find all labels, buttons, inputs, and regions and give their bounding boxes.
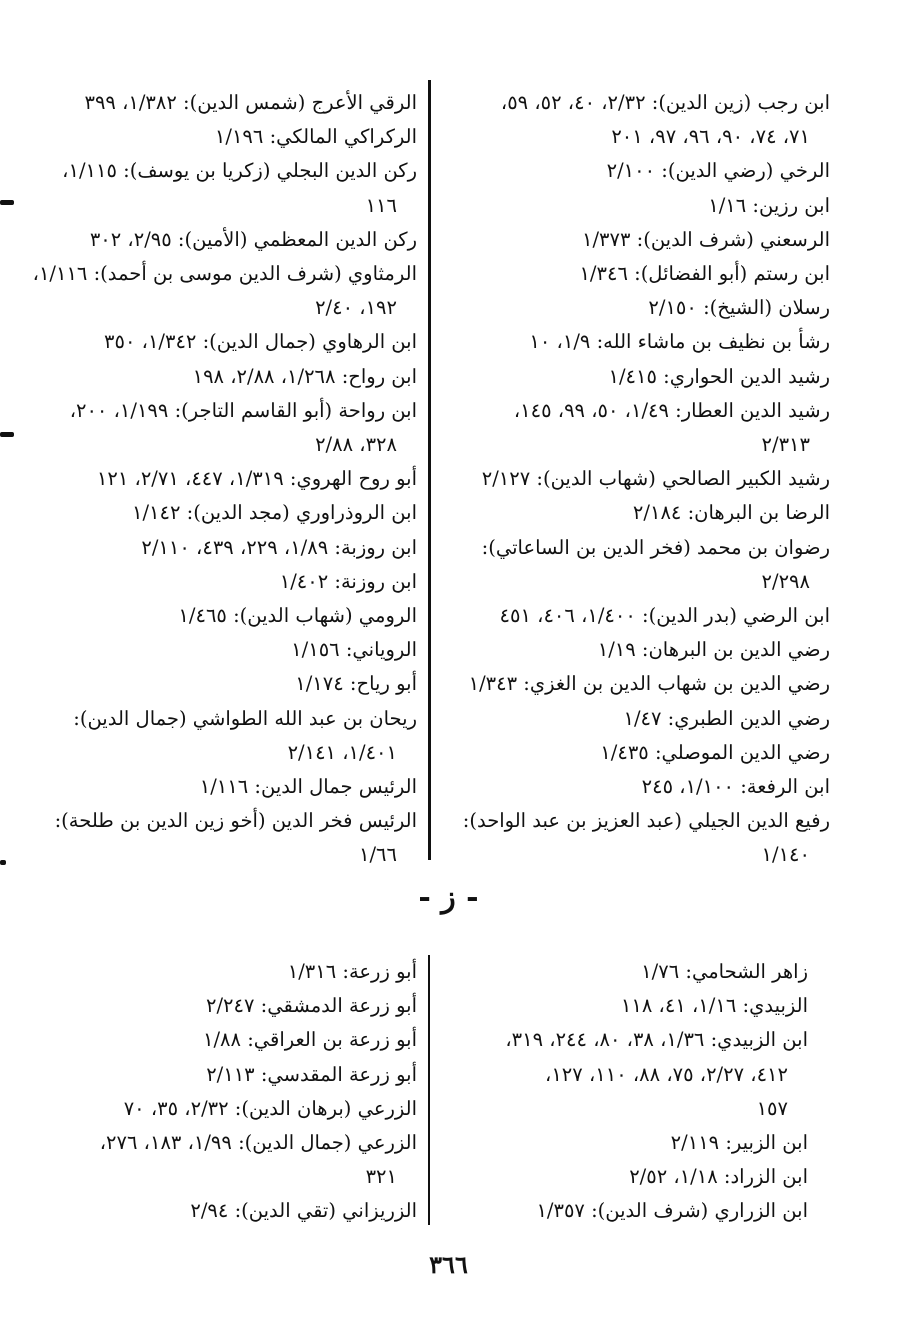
index-entry: الرئيس جمال الدين: ١/١١٦ xyxy=(199,775,417,799)
index-entry: رشيد الدين العطار: ١/٤٩، ٥٠، ٩٩، ١٤٥، xyxy=(513,398,830,422)
index-entry: الزريزاني (تقي الدين): ٢/٩٤ xyxy=(190,1199,417,1223)
index-entry-continuation: ١١٦ xyxy=(365,193,397,217)
index-entry: الرسعني (شرف الدين): ١/٣٧٣ xyxy=(581,227,830,251)
section-heading: - ز - xyxy=(418,880,479,915)
index-entry: الزرعي (جمال الدين): ١/٩٩، ١٨٣، ٢٧٦، xyxy=(99,1131,417,1155)
index-entry: ركن الدين البجلي (زكريا بن يوسف): ١/١١٥، xyxy=(62,159,417,183)
index-entry: الرقي الأعرج (شمس الدين): ١/٣٨٢، ٣٩٩ xyxy=(84,91,417,114)
index-entry: أبو زرعة بن العراقي: ١/٨٨ xyxy=(203,1028,417,1052)
index-entry: ابن الزبير: ٢/١١٩ xyxy=(670,1131,808,1155)
index-column-right-top xyxy=(440,86,830,873)
index-entry: الرومي (شهاب الدين): ١/٤٦٥ xyxy=(178,604,417,628)
index-entry: ابن رواحة (أبو القاسم التاجر): ١/١٩٩، ٢٠٠، xyxy=(69,398,417,422)
index-entry: زاهر الشحامي: ١/٧٦ xyxy=(641,960,808,983)
index-entry-continuation: ١٥٧ xyxy=(756,1096,788,1120)
page-number: ٣٦٦ xyxy=(429,1250,468,1279)
index-entry-continuation: ٢/٢٩٨ xyxy=(761,569,810,593)
index-entry: ابن الرهاوي (جمال الدين): ١/٣٤٢، ٣٥٠ xyxy=(104,330,417,354)
index-entry: رسلان (الشيخ): ٢/١٥٠ xyxy=(648,296,830,320)
index-entry: رشيد الكبير الصالحي (شهاب الدين): ٢/١٢٧ xyxy=(481,467,830,491)
index-entry: ابن الزبيدي: ١/٣٦، ٣٨، ٨٠، ٢٤٤، ٣١٩، xyxy=(505,1028,808,1052)
column-divider xyxy=(428,955,430,1225)
index-entry: رضوان بن محمد (فخر الدين بن الساعاتي): xyxy=(481,535,830,559)
index-entry-continuation: ١/٦٦ xyxy=(359,843,397,867)
index-entry: ابن روزبة: ١/٨٩، ٢٢٩، ٤٣٩، ٢/١١٠ xyxy=(141,535,417,559)
index-entry: أبو زرعة الدمشقي: ٢/٢٤٧ xyxy=(205,994,417,1018)
index-entry: أبو رياح: ١/١٧٤ xyxy=(295,672,417,696)
index-entry: ابن رستم (أبو الفضائل): ١/٣٤٦ xyxy=(579,262,830,286)
index-entry: رشأ بن نظيف بن ماشاء الله: ١/٩، ١٠ xyxy=(529,330,830,354)
index-entry-continuation: ٢/٣١٣ xyxy=(761,433,810,457)
index-entry: ابن الزراري (شرف الدين): ١/٣٥٧ xyxy=(536,1199,808,1223)
index-entry: الرضا بن البرهان: ٢/١٨٤ xyxy=(632,501,830,525)
index-column-right-bottom xyxy=(440,955,808,1229)
index-entry-continuation: ٧١، ٧٤، ٩٠، ٩٦، ٩٧، ٢٠١ xyxy=(611,125,810,149)
index-entry: رضي الدين بن شهاب الدين بن الغزي: ١/٣٤٣ xyxy=(468,672,830,696)
index-entry: رضي الدين الموصلي: ١/٤٣٥ xyxy=(600,740,830,764)
index-entry: الزبيدي: ١/١٦، ٤١، ١١٨ xyxy=(620,994,808,1018)
index-entry: ريحان بن عبد الله الطواشي (جمال الدين): xyxy=(73,706,417,730)
index-entry: الرمثاوي (شرف الدين موسى بن أحمد): ١/١١٦، xyxy=(32,262,417,286)
index-entry: رفيع الدين الجيلي (عبد العزيز بن عبد الواحد): xyxy=(462,809,830,833)
column-divider xyxy=(428,80,431,860)
index-entry: الرخي (رضي الدين): ٢/١٠٠ xyxy=(606,159,830,183)
index-entry: رضي الدين الطبري: ١/٤٧ xyxy=(623,706,830,730)
index-entry: أبو زرعة المقدسي: ٢/١١٣ xyxy=(206,1062,417,1086)
index-entry: ابن رواح: ١/٢٦٨، ٢/٨٨، ١٩٨ xyxy=(192,364,417,388)
index-entry-continuation: ٣٢٨، ٢/٨٨ xyxy=(315,433,397,457)
scan-mark xyxy=(0,860,6,865)
index-entry: ابن رجب (زين الدين): ٢/٣٢، ٤٠، ٥٢، ٥٩، xyxy=(500,91,830,114)
index-entry-continuation: ١/٤٠١، ٢/١٤١ xyxy=(287,740,397,764)
index-entry: ابن الرضي (بدر الدين): ١/٤٠٠، ٤٠٦، ٤٥١ xyxy=(499,604,830,628)
index-entry: ابن الروذراوري (مجد الدين): ١/١٤٢ xyxy=(131,501,417,525)
index-entry: الروياني: ١/١٥٦ xyxy=(291,638,417,662)
index-entry: ابن الزراد: ١/١٨، ٢/٥٢ xyxy=(629,1165,808,1189)
index-entry: رشيد الدين الحواري: ١/٤١٥ xyxy=(608,364,830,388)
index-entry: أبو روح الهروي: ١/٣١٩، ٤٤٧، ٢/٧١، ١٢١ xyxy=(96,467,417,491)
index-entry: ابن رزين: ١/١٦ xyxy=(708,193,830,217)
scan-mark xyxy=(0,200,14,205)
index-entry: الزرعي (برهان الدين): ٢/٣٢، ٣٥، ٧٠ xyxy=(123,1096,417,1120)
index-entry: رضي الدين بن البرهان: ١/١٩ xyxy=(597,638,830,662)
index-column-left-bottom xyxy=(22,955,417,1229)
index-entry: ركن الدين المعظمي (الأمين): ٢/٩٥، ٣٠٢ xyxy=(89,227,417,251)
index-entry-continuation: ١/١٤٠ xyxy=(761,843,810,867)
index-entry: الرئيس فخر الدين (أخو زين الدين بن طلحة): xyxy=(54,809,417,833)
index-entry: ابن الرفعة: ١/١٠٠، ٢٤٥ xyxy=(641,775,830,799)
index-entry-continuation: ٣٢١ xyxy=(365,1165,397,1189)
index-column-left-top xyxy=(22,86,417,873)
index-entry: أبو زرعة: ١/٣١٦ xyxy=(287,960,417,983)
index-entry: الركراكي المالكي: ١/١٩٦ xyxy=(214,125,417,149)
scan-mark xyxy=(0,432,14,437)
index-entry-continuation: ١٩٢، ٢/٤٠ xyxy=(315,296,397,320)
index-entry: ابن روزنة: ١/٤٠٢ xyxy=(279,569,417,593)
index-entry-continuation: ٤١٢، ٢/٢٧، ٧٥، ٨٨، ١١٠، ١٢٧، xyxy=(545,1062,788,1086)
